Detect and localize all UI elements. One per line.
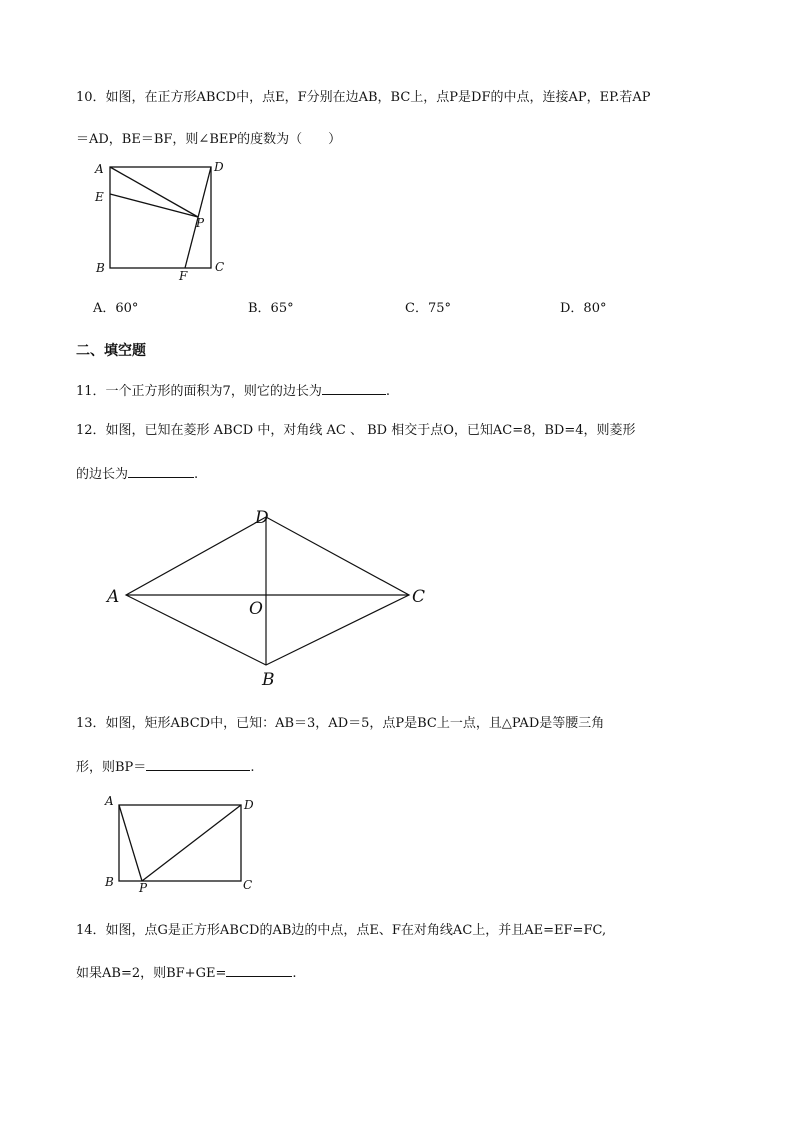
q10-line2: ＝AD，BE＝BF，则∠BEP的度数为（ ） <box>76 132 342 147</box>
q10-option-d: D．80° <box>560 301 607 316</box>
q12-label-C: C <box>412 587 426 607</box>
q11-end: . <box>385 384 390 399</box>
q14-answer-blank[interactable] <box>226 964 292 977</box>
q13-line2-prefix: 形，则BP＝ <box>76 760 147 775</box>
q12-line1: 12．如图，已知在菱形 ABCD 中，对角线 AC 、 BD 相交于点O，已知AC=8，BD=4，则菱形 <box>76 423 636 438</box>
q13-segment-AP <box>119 805 142 881</box>
q10-label-F: F <box>179 269 188 283</box>
q10-label-A: A <box>95 162 104 176</box>
q13-line2-end: . <box>250 760 255 775</box>
q12-line2-end: . <box>194 467 199 482</box>
q14-line2 <box>76 964 296 983</box>
q13-label-A: A <box>105 794 114 808</box>
q13-figure <box>100 792 270 897</box>
q10-label-B: B <box>96 261 105 275</box>
q13-rectangle <box>119 805 241 881</box>
q12-label-D: D <box>255 508 269 528</box>
q11-answer-blank[interactable] <box>322 382 386 395</box>
q10-option-b: B．65° <box>248 301 294 316</box>
section-heading: 二、填空题 <box>76 343 146 359</box>
q13-line2 <box>76 758 254 777</box>
q14-line1: 14．如图，点G是正方形ABCD的AB边的中点，点E、F在对角线AC上，并且AE=EF=FC, <box>76 923 607 938</box>
q12-label-B: B <box>262 670 275 690</box>
q11-line <box>76 382 390 401</box>
q10-segment-AP <box>110 167 198 217</box>
q10-label-P: P <box>196 216 205 230</box>
q10-option-c: C．75° <box>405 301 451 316</box>
q10-line1: 10．如图，在正方形ABCD中，点E，F分别在边AB，BC上，点P是DF的中点，连接AP，EP.若AP <box>76 90 651 105</box>
q10-option-a: A．60° <box>93 301 139 316</box>
q13-answer-blank[interactable] <box>146 758 250 771</box>
q12-figure <box>100 503 440 693</box>
q10-segment-EP <box>110 194 198 217</box>
q12-line2 <box>76 465 198 484</box>
q11-text: 11．一个正方形的面积为7，则它的边长为 <box>76 384 322 399</box>
q10-label-D: D <box>214 160 224 174</box>
q10-label-C: C <box>215 260 225 274</box>
q12-line2-prefix: 的边长为 <box>76 467 129 482</box>
q10-figure <box>88 158 238 283</box>
q14-line2-end: . <box>292 966 297 981</box>
q13-label-P: P <box>139 881 148 895</box>
q12-rhombus <box>126 517 409 665</box>
q12-answer-blank[interactable] <box>128 465 194 478</box>
q14-line2-prefix: 如果AB=2，则BF+GE= <box>76 966 227 981</box>
q13-label-C: C <box>243 878 253 892</box>
q10-label-E: E <box>95 190 104 204</box>
q12-label-O: O <box>249 599 263 619</box>
q12-label-A: A <box>107 587 120 607</box>
q13-segment-PD <box>142 805 241 881</box>
q13-label-D: D <box>244 798 254 812</box>
q13-line1: 13．如图，矩形ABCD中，已知：AB＝3，AD＝5，点P是BC上一点，且△PAD是等腰三角 <box>76 716 605 731</box>
q13-label-B: B <box>105 875 114 889</box>
